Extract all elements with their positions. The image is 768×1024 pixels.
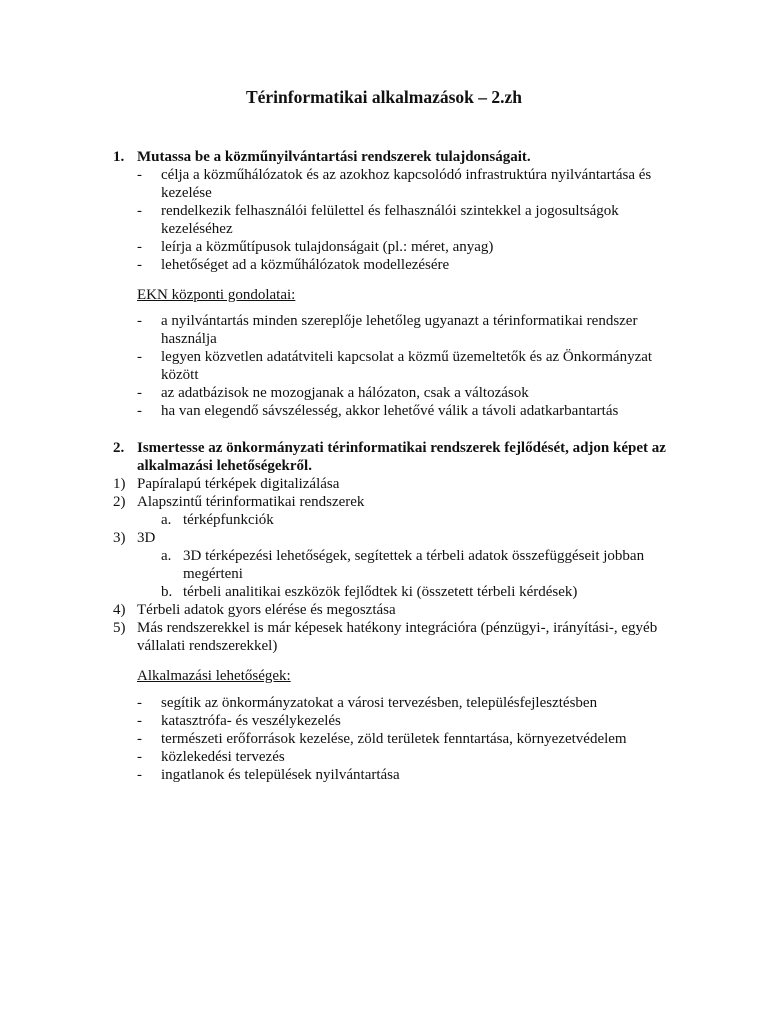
question-1 xyxy=(0,148,768,274)
list-item: 5) Más rendszerekkel is már képesek hatékony integrációra (pénzügyi-, irányítási-, egyéb vállalati rendszerekkel) xyxy=(113,620,658,654)
list-item: - legyen közvetlen adatátviteli kapcsolat a közmű üzemeltetők és az Önkormányzat között xyxy=(137,349,653,383)
list-item: - segítik az önkormányzatokat a városi tervezésben, településfejlesztésben xyxy=(137,695,598,711)
list-item: - célja a közműhálózatok és az azokhoz kapcsolódó infrastruktúra nyilvántartása és kezelése xyxy=(137,167,652,201)
list-item: - katasztrófa- és veszélykezelés xyxy=(137,713,341,729)
ekn-list xyxy=(0,312,768,420)
list-item: - leírja a közműtípusok tulajdonságait (pl.: méret, anyag) xyxy=(137,239,494,255)
applications-block xyxy=(0,694,768,784)
list-item: 1) Papíralapú térképek digitalizálása xyxy=(113,476,340,492)
list-item: a. 3D térképezési lehetőségek, segítettek a térbeli adatok összefüggéseit jobban megérteni xyxy=(161,548,645,582)
question-1-number: 1. xyxy=(113,149,125,165)
list-item: 3) 3D xyxy=(113,530,156,546)
question-2-heading xyxy=(0,439,768,475)
step-2-sublist xyxy=(0,511,768,529)
question-2 xyxy=(0,439,768,655)
list-item: - a nyilvántartás minden szereplője lehetőleg ugyanazt a térinformatikai rendszer használja xyxy=(137,313,638,347)
list-item: - az adatbázisok ne mozogjanak a hálózaton, csak a változások xyxy=(137,385,529,401)
development-steps xyxy=(0,475,768,511)
list-item: a. térképfunkciók xyxy=(161,512,274,528)
list-item: - ingatlanok és települések nyilvántartása xyxy=(137,767,400,783)
list-item: - közlekedési tervezés xyxy=(137,749,285,765)
page-title: Térinformatikai alkalmazások – 2.zh xyxy=(245,87,523,107)
ekn-subheading: EKN központi gondolatai: xyxy=(137,287,296,303)
question-1-heading xyxy=(0,148,768,166)
list-item: - rendelkezik felhasználói felülettel és felhasználói szintekkel a jogosultságok kezeléséhez xyxy=(137,203,619,237)
step-3-sublist xyxy=(0,547,768,601)
question-2-number: 2. xyxy=(113,440,125,456)
question-2-heading-text: Ismertesse az önkormányzati térinformatikai rendszerek fejlődését, adjon képet az alkalmazási lehetőségekről. xyxy=(137,440,666,474)
question-1-heading-text: Mutassa be a közműnyilvántartási rendszerek tulajdonságait. xyxy=(137,149,531,165)
list-item: - természeti erőforrások kezelése, zöld területek fenntartása, környezetvédelem xyxy=(137,731,627,747)
question-1-list xyxy=(0,166,768,274)
ekn-list-block xyxy=(0,312,768,420)
list-item: b. térbeli analitikai eszközök fejlődtek ki (összetett térbeli kérdések) xyxy=(161,584,578,600)
list-item: - lehetőséget ad a közműhálózatok modellezésére xyxy=(137,257,450,273)
list-item: 4) Térbeli adatok gyors elérése és megosztása xyxy=(113,602,396,618)
applications-subheading: Alkalmazási lehetőségek: xyxy=(137,668,291,684)
list-item: - ha van elegendő sávszélesség, akkor lehetővé válik a távoli adatkarbantartás xyxy=(137,403,619,419)
applications-list xyxy=(0,694,768,784)
list-item: 2) Alapszintű térinformatikai rendszerek xyxy=(113,494,365,510)
